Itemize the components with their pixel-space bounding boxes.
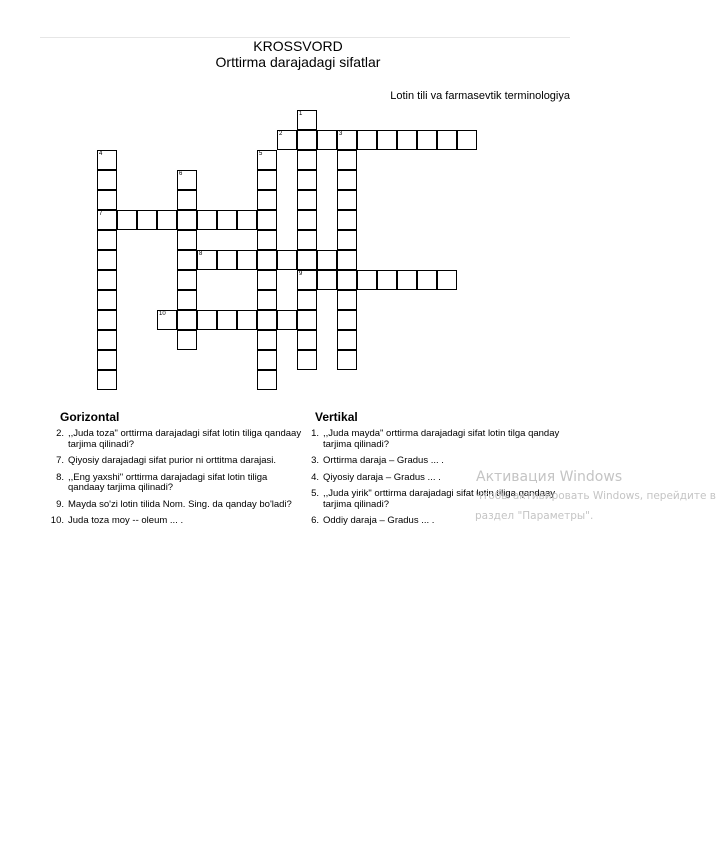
crossword-cell[interactable] bbox=[257, 270, 277, 290]
clue-text: ,,Juda mayda" orttirma darajadagi sifat lotin tilga qanday tarjima qilinadi? bbox=[323, 428, 560, 450]
clue-text: Oddiy daraja – Gradus ... . bbox=[323, 515, 435, 526]
crossword-cell[interactable] bbox=[97, 170, 117, 190]
horizontal-clue bbox=[46, 516, 304, 527]
clue-text: Qiyosiy darajadagi sifat purior ni orttitma darajasi. bbox=[68, 455, 277, 466]
crossword-cell[interactable] bbox=[337, 130, 357, 150]
crossword-cell[interactable] bbox=[217, 310, 237, 330]
crossword-cell[interactable] bbox=[377, 270, 397, 290]
horizontal-clues-list bbox=[46, 429, 304, 533]
crossword-cell[interactable] bbox=[337, 270, 357, 290]
clue-number: 10 bbox=[159, 311, 166, 317]
crossword-cell[interactable] bbox=[237, 210, 257, 230]
page-title: KROSSVORD bbox=[253, 38, 343, 54]
windows-activation-settings: раздел "Параметры". bbox=[475, 510, 594, 522]
crossword-cell[interactable] bbox=[437, 130, 457, 150]
clue-number: 7 bbox=[99, 211, 103, 217]
crossword-cell[interactable] bbox=[177, 290, 197, 310]
crossword-cell[interactable] bbox=[357, 270, 377, 290]
crossword-cell[interactable] bbox=[177, 250, 197, 270]
crossword-cell[interactable] bbox=[197, 210, 217, 230]
crossword-cell[interactable] bbox=[257, 250, 277, 270]
crossword-cell[interactable] bbox=[177, 230, 197, 250]
crossword-cell[interactable] bbox=[397, 270, 417, 290]
clue-number: 5 bbox=[259, 151, 263, 157]
crossword-cell[interactable] bbox=[297, 230, 317, 250]
crossword-cell[interactable] bbox=[297, 150, 317, 170]
windows-activation-hint: Чтобы активировать Windows, перейдите в bbox=[475, 490, 716, 502]
clue-index: 6. bbox=[311, 515, 319, 526]
crossword-cell[interactable] bbox=[417, 130, 437, 150]
crossword-cell[interactable] bbox=[297, 250, 317, 270]
crossword-cell[interactable] bbox=[257, 330, 277, 350]
vertical-clue bbox=[301, 429, 569, 450]
crossword-cell[interactable] bbox=[177, 270, 197, 290]
crossword-cell[interactable] bbox=[97, 310, 117, 330]
crossword-cell[interactable] bbox=[97, 250, 117, 270]
crossword-cell[interactable] bbox=[337, 330, 357, 350]
crossword-cell[interactable] bbox=[257, 150, 277, 170]
horizontal-clue bbox=[46, 429, 304, 450]
clue-number: 9 bbox=[299, 271, 303, 277]
crossword-cell[interactable] bbox=[97, 330, 117, 350]
crossword-cell[interactable] bbox=[377, 130, 397, 150]
clue-text: Mayda so'zi lotin tilida Nom. Sing. da qanday bo'ladi? bbox=[68, 498, 292, 510]
crossword-cell[interactable] bbox=[417, 270, 437, 290]
crossword-cell[interactable] bbox=[297, 350, 317, 370]
crossword-cell[interactable] bbox=[237, 250, 257, 270]
clue-index: 9. bbox=[56, 498, 64, 510]
crossword-cell[interactable] bbox=[277, 310, 297, 330]
vertical-clue bbox=[301, 456, 569, 467]
crossword-cell[interactable] bbox=[257, 370, 277, 390]
crossword-cell[interactable] bbox=[97, 290, 117, 310]
clue-text: ,,Juda yirik" orttirma darajadagi sifat lotin tiliga qandaay tarjima qilinadi? bbox=[323, 488, 556, 510]
crossword-cell[interactable] bbox=[197, 310, 217, 330]
crossword-cell[interactable] bbox=[337, 210, 357, 230]
horizontal-clue bbox=[46, 473, 304, 494]
crossword-cell[interactable] bbox=[357, 130, 377, 150]
crossword-cell[interactable] bbox=[277, 250, 297, 270]
clue-text: Qiyosiy daraja – Gradus ... . bbox=[323, 471, 441, 483]
crossword-cell[interactable] bbox=[297, 210, 317, 230]
crossword-cell[interactable] bbox=[217, 210, 237, 230]
crossword-cell[interactable] bbox=[337, 290, 357, 310]
crossword-cell[interactable] bbox=[277, 130, 297, 150]
crossword-cell[interactable] bbox=[317, 130, 337, 150]
crossword-cell[interactable] bbox=[97, 370, 117, 390]
clue-text: Orttirma daraja – Gradus ... . bbox=[323, 455, 444, 466]
crossword-cell[interactable] bbox=[457, 130, 477, 150]
crossword-cell[interactable] bbox=[177, 310, 197, 330]
crossword-cell[interactable] bbox=[97, 190, 117, 210]
clue-index: 7. bbox=[56, 455, 64, 466]
crossword-cell[interactable] bbox=[117, 210, 137, 230]
crossword-cell[interactable] bbox=[297, 330, 317, 350]
clue-index: 1. bbox=[311, 428, 319, 439]
crossword-cell[interactable] bbox=[337, 310, 357, 330]
crossword-cell[interactable] bbox=[337, 250, 357, 270]
clue-text: ,,Juda toza" orttirma darajadagi sifat lotin tiliga qandaay tarjima qilinadi? bbox=[68, 428, 302, 450]
crossword-cell[interactable] bbox=[437, 270, 457, 290]
crossword-cell[interactable] bbox=[337, 230, 357, 250]
clue-index: 3. bbox=[311, 455, 319, 466]
crossword-cell[interactable] bbox=[337, 150, 357, 170]
crossword-cell[interactable] bbox=[237, 310, 257, 330]
crossword-cell[interactable] bbox=[97, 210, 117, 230]
horizontal-clues-title: Gorizontal bbox=[60, 410, 120, 424]
crossword-cell[interactable] bbox=[337, 350, 357, 370]
crossword-cell[interactable] bbox=[397, 130, 417, 150]
clue-index: 5. bbox=[311, 488, 319, 499]
crossword-cell[interactable] bbox=[297, 310, 317, 330]
clue-number: 1 bbox=[299, 111, 303, 117]
crossword-cell[interactable] bbox=[157, 310, 177, 330]
crossword-cell[interactable] bbox=[197, 250, 217, 270]
crossword-cell[interactable] bbox=[257, 350, 277, 370]
crossword-cell[interactable] bbox=[177, 210, 197, 230]
crossword-cell[interactable] bbox=[317, 270, 337, 290]
clue-number: 3 bbox=[339, 131, 343, 137]
clue-number: 2 bbox=[279, 131, 283, 137]
crossword-cell[interactable] bbox=[97, 230, 117, 250]
clue-text: ,,Eng yaxshi" orttirma darajadagi sifat lotin tiliga qandaay tarjima qilinadi? bbox=[68, 471, 268, 493]
vertical-clues-title: Vertikal bbox=[315, 410, 358, 424]
crossword-cell[interactable] bbox=[97, 150, 117, 170]
crossword-cell[interactable] bbox=[177, 170, 197, 190]
windows-activation-watermark: Активация Windows bbox=[476, 469, 623, 485]
crossword-cell[interactable] bbox=[157, 210, 177, 230]
page-subtitle: Orttirma darajadagi sifatlar bbox=[215, 54, 381, 70]
clue-number: 4 bbox=[99, 151, 103, 157]
crossword-cell[interactable] bbox=[297, 190, 317, 210]
crossword-cell[interactable] bbox=[317, 250, 337, 270]
crossword-cell[interactable] bbox=[257, 230, 277, 250]
crossword-cell[interactable] bbox=[177, 330, 197, 350]
clue-index: 4. bbox=[311, 471, 319, 483]
clue-text: Juda toza moy -- oleum ... . bbox=[68, 515, 184, 526]
crossword-cell[interactable] bbox=[257, 290, 277, 310]
clue-number: 6 bbox=[179, 171, 183, 177]
crossword-cell[interactable] bbox=[297, 290, 317, 310]
crossword-cell[interactable] bbox=[297, 270, 317, 290]
crossword-cell[interactable] bbox=[297, 170, 317, 190]
crossword-cell[interactable] bbox=[97, 270, 117, 290]
crossword-cell[interactable] bbox=[217, 250, 237, 270]
clue-number: 8 bbox=[199, 251, 203, 257]
crossword-cell[interactable] bbox=[297, 130, 317, 150]
crossword-cell[interactable] bbox=[137, 210, 157, 230]
crossword-cell[interactable] bbox=[297, 110, 317, 130]
clue-index: 10. bbox=[50, 515, 64, 526]
subject-label: Lotin tili va farmasevtik terminologiya bbox=[390, 90, 570, 102]
crossword-cell[interactable] bbox=[257, 190, 277, 210]
horizontal-clue bbox=[46, 500, 304, 511]
crossword-cell[interactable] bbox=[257, 210, 277, 230]
crossword-cell[interactable] bbox=[337, 170, 357, 190]
horizontal-clue bbox=[46, 456, 304, 467]
crossword-cell[interactable] bbox=[257, 170, 277, 190]
clue-index: 8. bbox=[56, 471, 64, 483]
crossword-cell[interactable] bbox=[337, 190, 357, 210]
crossword-cell[interactable] bbox=[97, 350, 117, 370]
crossword-cell[interactable] bbox=[177, 190, 197, 210]
crossword-cell[interactable] bbox=[257, 310, 277, 330]
clue-index: 2. bbox=[56, 428, 64, 439]
